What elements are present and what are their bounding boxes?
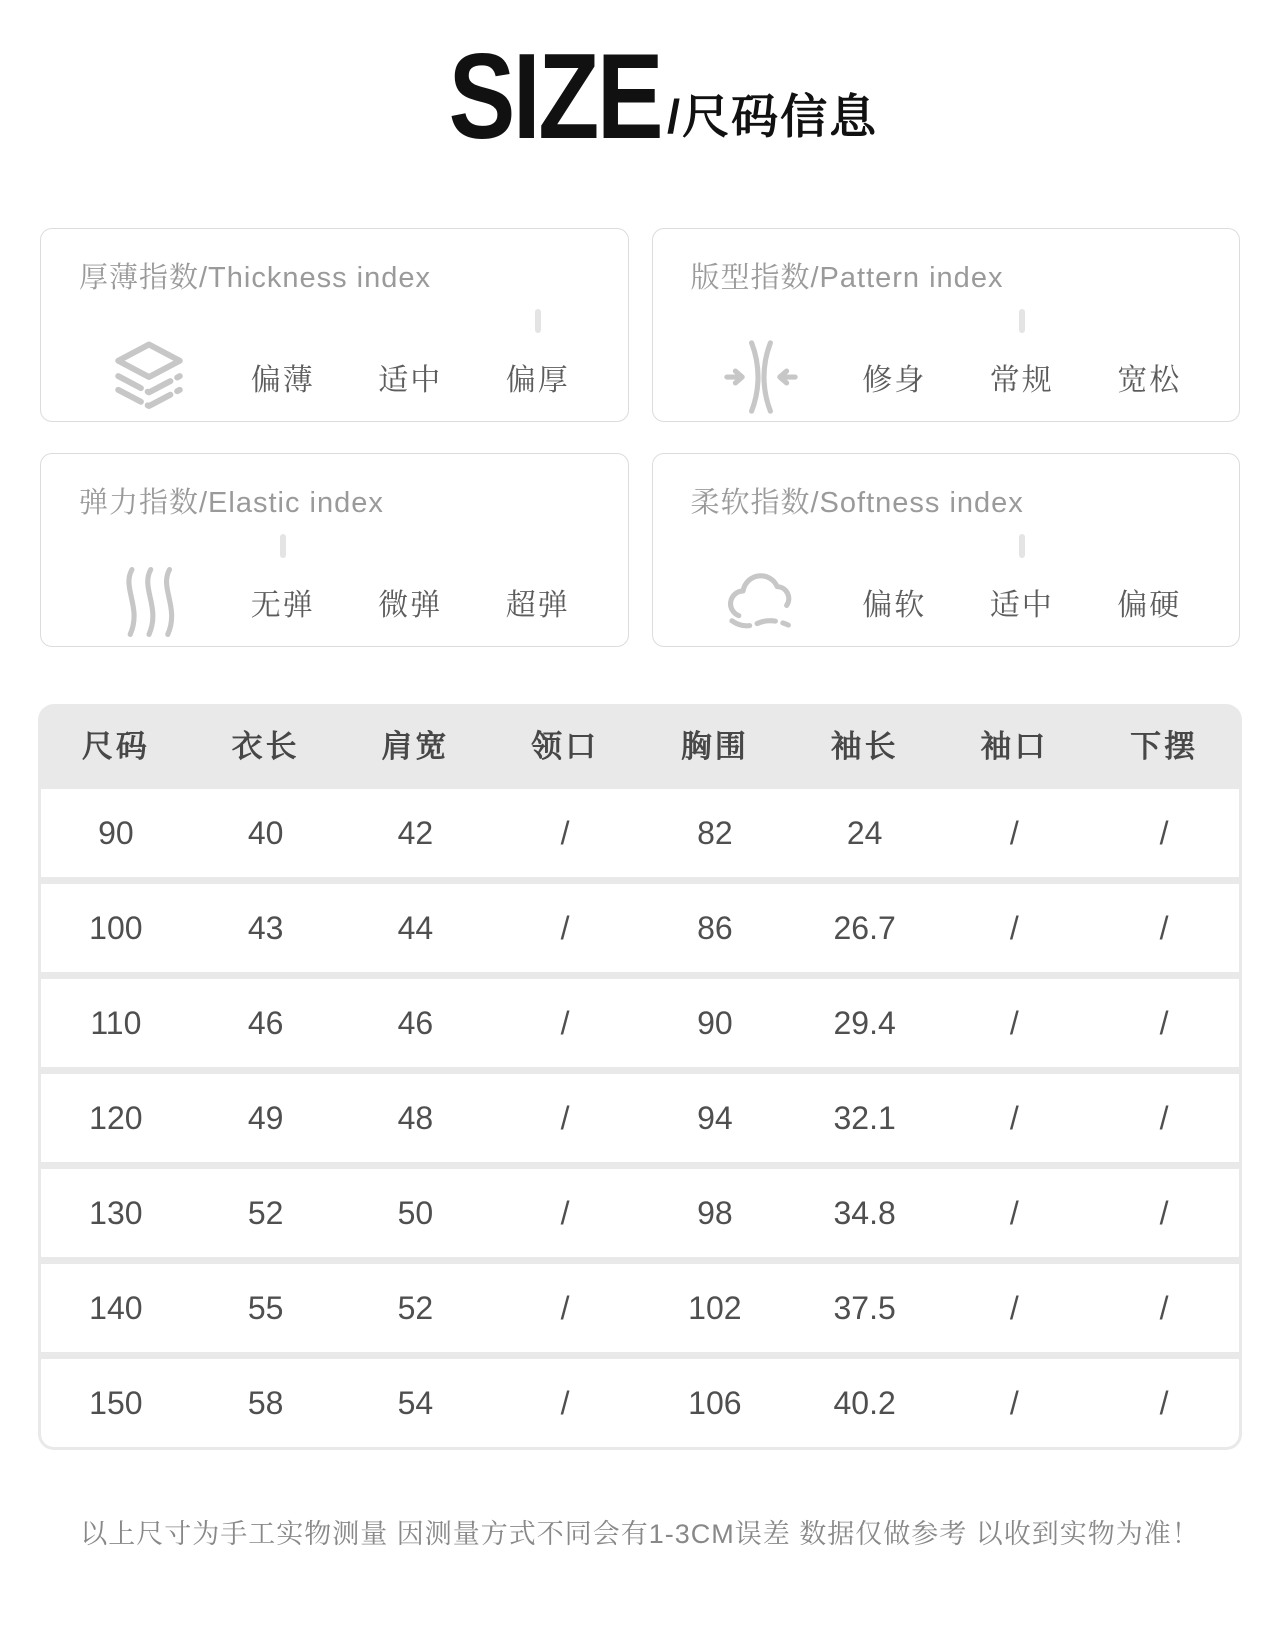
table-cell: / [1009, 814, 1019, 851]
thickness-option-0 [219, 355, 347, 399]
softness-options [831, 580, 1214, 624]
table-cell: / [1009, 909, 1019, 946]
option-label: 偏硬 [1117, 589, 1182, 622]
table-cell: 120 [89, 1099, 143, 1136]
pattern-options [831, 355, 1214, 399]
table-cell: 106 [688, 1384, 742, 1421]
measurement-disclaimer: 以上尺寸为手工实物测量 因测量方式不同会有1-3CM误差 数据仅做参考 以收到实物为准！ [80, 1519, 1200, 1549]
table-cell: 90 [697, 1004, 733, 1041]
elastic-options [219, 580, 602, 624]
column-header: 袖长 [830, 728, 899, 764]
table-cell: / [1159, 909, 1169, 946]
table-cell: 46 [247, 1004, 284, 1041]
column-header: 袖口 [980, 728, 1049, 764]
table-cell: 44 [397, 909, 434, 946]
pattern-index-box [652, 228, 1241, 422]
thickness-option-1 [347, 355, 475, 399]
softness-option-0 [831, 580, 959, 624]
elastic-option-1 [347, 580, 475, 624]
table-cell: 24 [846, 814, 883, 851]
table-row [41, 1169, 1239, 1257]
softness-index-row [691, 561, 1240, 643]
table-cell: / [1159, 814, 1169, 851]
table-row [41, 884, 1239, 972]
table-cell: / [560, 814, 570, 851]
selected-indicator [1019, 309, 1025, 333]
table-cell: / [1009, 1004, 1019, 1041]
compress-icon [691, 336, 831, 418]
thickness-index-title: 厚薄指数/Thickness index [79, 262, 431, 294]
size-table [38, 704, 1242, 1450]
table-cell: / [1159, 1384, 1169, 1421]
option-label: 偏薄 [250, 364, 315, 397]
table-cell: 130 [89, 1194, 143, 1231]
option-label: 修身 [862, 364, 927, 397]
option-label: 宽松 [1117, 364, 1182, 397]
table-cell: / [1159, 1194, 1169, 1231]
column-header: 下摆 [1130, 728, 1199, 764]
selected-indicator [535, 309, 541, 333]
thickness-option-2 [474, 355, 602, 399]
table-cell: 50 [397, 1194, 434, 1231]
table-cell: / [1159, 1099, 1169, 1136]
table-cell: 52 [247, 1194, 284, 1231]
table-cell: 110 [90, 1004, 142, 1041]
option-label: 常规 [989, 364, 1054, 397]
option-label: 超弹 [505, 589, 570, 622]
table-cell: 102 [688, 1289, 742, 1326]
layers-icon [79, 336, 219, 418]
table-row [41, 979, 1239, 1067]
table-cell: 48 [397, 1099, 434, 1136]
table-cell: 34.8 [833, 1194, 896, 1231]
table-cell: 54 [397, 1384, 434, 1421]
table-cell: 52 [397, 1289, 434, 1326]
option-label: 微弹 [378, 589, 443, 622]
column-header: 领口 [531, 728, 600, 764]
index-boxes [40, 228, 1240, 647]
table-cell: 37.5 [833, 1289, 896, 1326]
table-cell: 82 [697, 814, 733, 851]
elastic-option-2 [474, 580, 602, 624]
thickness-options [219, 355, 602, 399]
table-cell: / [560, 909, 570, 946]
option-label: 适中 [378, 364, 443, 397]
elastic-index-box [40, 453, 629, 647]
column-header: 胸围 [680, 728, 749, 764]
table-cell: 29.4 [833, 1004, 896, 1041]
table-cell: 32.1 [833, 1099, 896, 1136]
table-cell: 43 [247, 909, 284, 946]
page-title [0, 27, 1280, 164]
column-header: 肩宽 [381, 728, 450, 764]
table-cell: / [560, 1384, 570, 1421]
option-label: 适中 [989, 589, 1054, 622]
softness-option-1 [958, 580, 1086, 624]
table-cell: 40.2 [833, 1384, 896, 1421]
table-cell: 26.7 [833, 909, 896, 946]
elastic-option-0 [219, 580, 347, 624]
softness-index-box [652, 453, 1241, 647]
table-cell: 46 [397, 1004, 434, 1041]
pattern-index-title: 版型指数/Pattern index [690, 262, 1004, 294]
title-size-text: SIZE [448, 27, 662, 164]
table-cell: / [1009, 1099, 1019, 1136]
pattern-index-row [691, 336, 1240, 418]
column-header: 尺码 [81, 728, 150, 764]
table-cell: / [1159, 1289, 1169, 1326]
table-cell: 55 [247, 1289, 284, 1326]
selected-indicator [1019, 534, 1025, 558]
table-row [41, 1359, 1239, 1447]
softness-index-title: 柔软指数/Softness index [690, 487, 1024, 519]
table-cell: 90 [98, 814, 134, 851]
table-cell: / [1009, 1384, 1019, 1421]
table-cell: 86 [697, 909, 733, 946]
cloud-icon [691, 561, 831, 643]
table-cell: 40 [247, 814, 284, 851]
softness-option-2 [1086, 580, 1214, 624]
table-cell: / [560, 1194, 570, 1231]
size-table-body [41, 789, 1239, 1447]
table-row [41, 1074, 1239, 1162]
table-cell: 98 [697, 1194, 733, 1231]
table-cell: 58 [247, 1384, 284, 1421]
table-row [41, 789, 1239, 877]
option-label: 无弹 [250, 589, 315, 622]
size-table-header [41, 704, 1239, 782]
waves-icon [79, 561, 219, 643]
title-cn-text: /尺码信息 [667, 90, 879, 143]
elastic-index-title: 弹力指数/Elastic index [79, 487, 384, 519]
pattern-option-2 [1086, 355, 1214, 399]
pattern-option-1 [958, 355, 1086, 399]
table-cell: 49 [247, 1099, 284, 1136]
option-label: 偏软 [862, 589, 927, 622]
table-cell: / [560, 1004, 570, 1041]
selected-indicator [280, 534, 286, 558]
table-cell: / [1009, 1194, 1019, 1231]
table-cell: 42 [397, 814, 434, 851]
pattern-option-0 [831, 355, 959, 399]
thickness-index-row [79, 336, 628, 418]
table-cell: / [560, 1099, 570, 1136]
table-row [41, 1264, 1239, 1352]
option-label: 偏厚 [505, 364, 570, 397]
table-cell: / [560, 1289, 570, 1326]
table-cell: 94 [697, 1099, 733, 1136]
table-cell: 100 [89, 909, 143, 946]
column-header: 衣长 [231, 728, 300, 764]
table-cell: / [1159, 1004, 1169, 1041]
table-cell: 140 [89, 1289, 143, 1326]
table-cell: 150 [89, 1384, 143, 1421]
thickness-index-box [40, 228, 629, 422]
table-cell: / [1009, 1289, 1019, 1326]
elastic-index-row [79, 561, 628, 643]
